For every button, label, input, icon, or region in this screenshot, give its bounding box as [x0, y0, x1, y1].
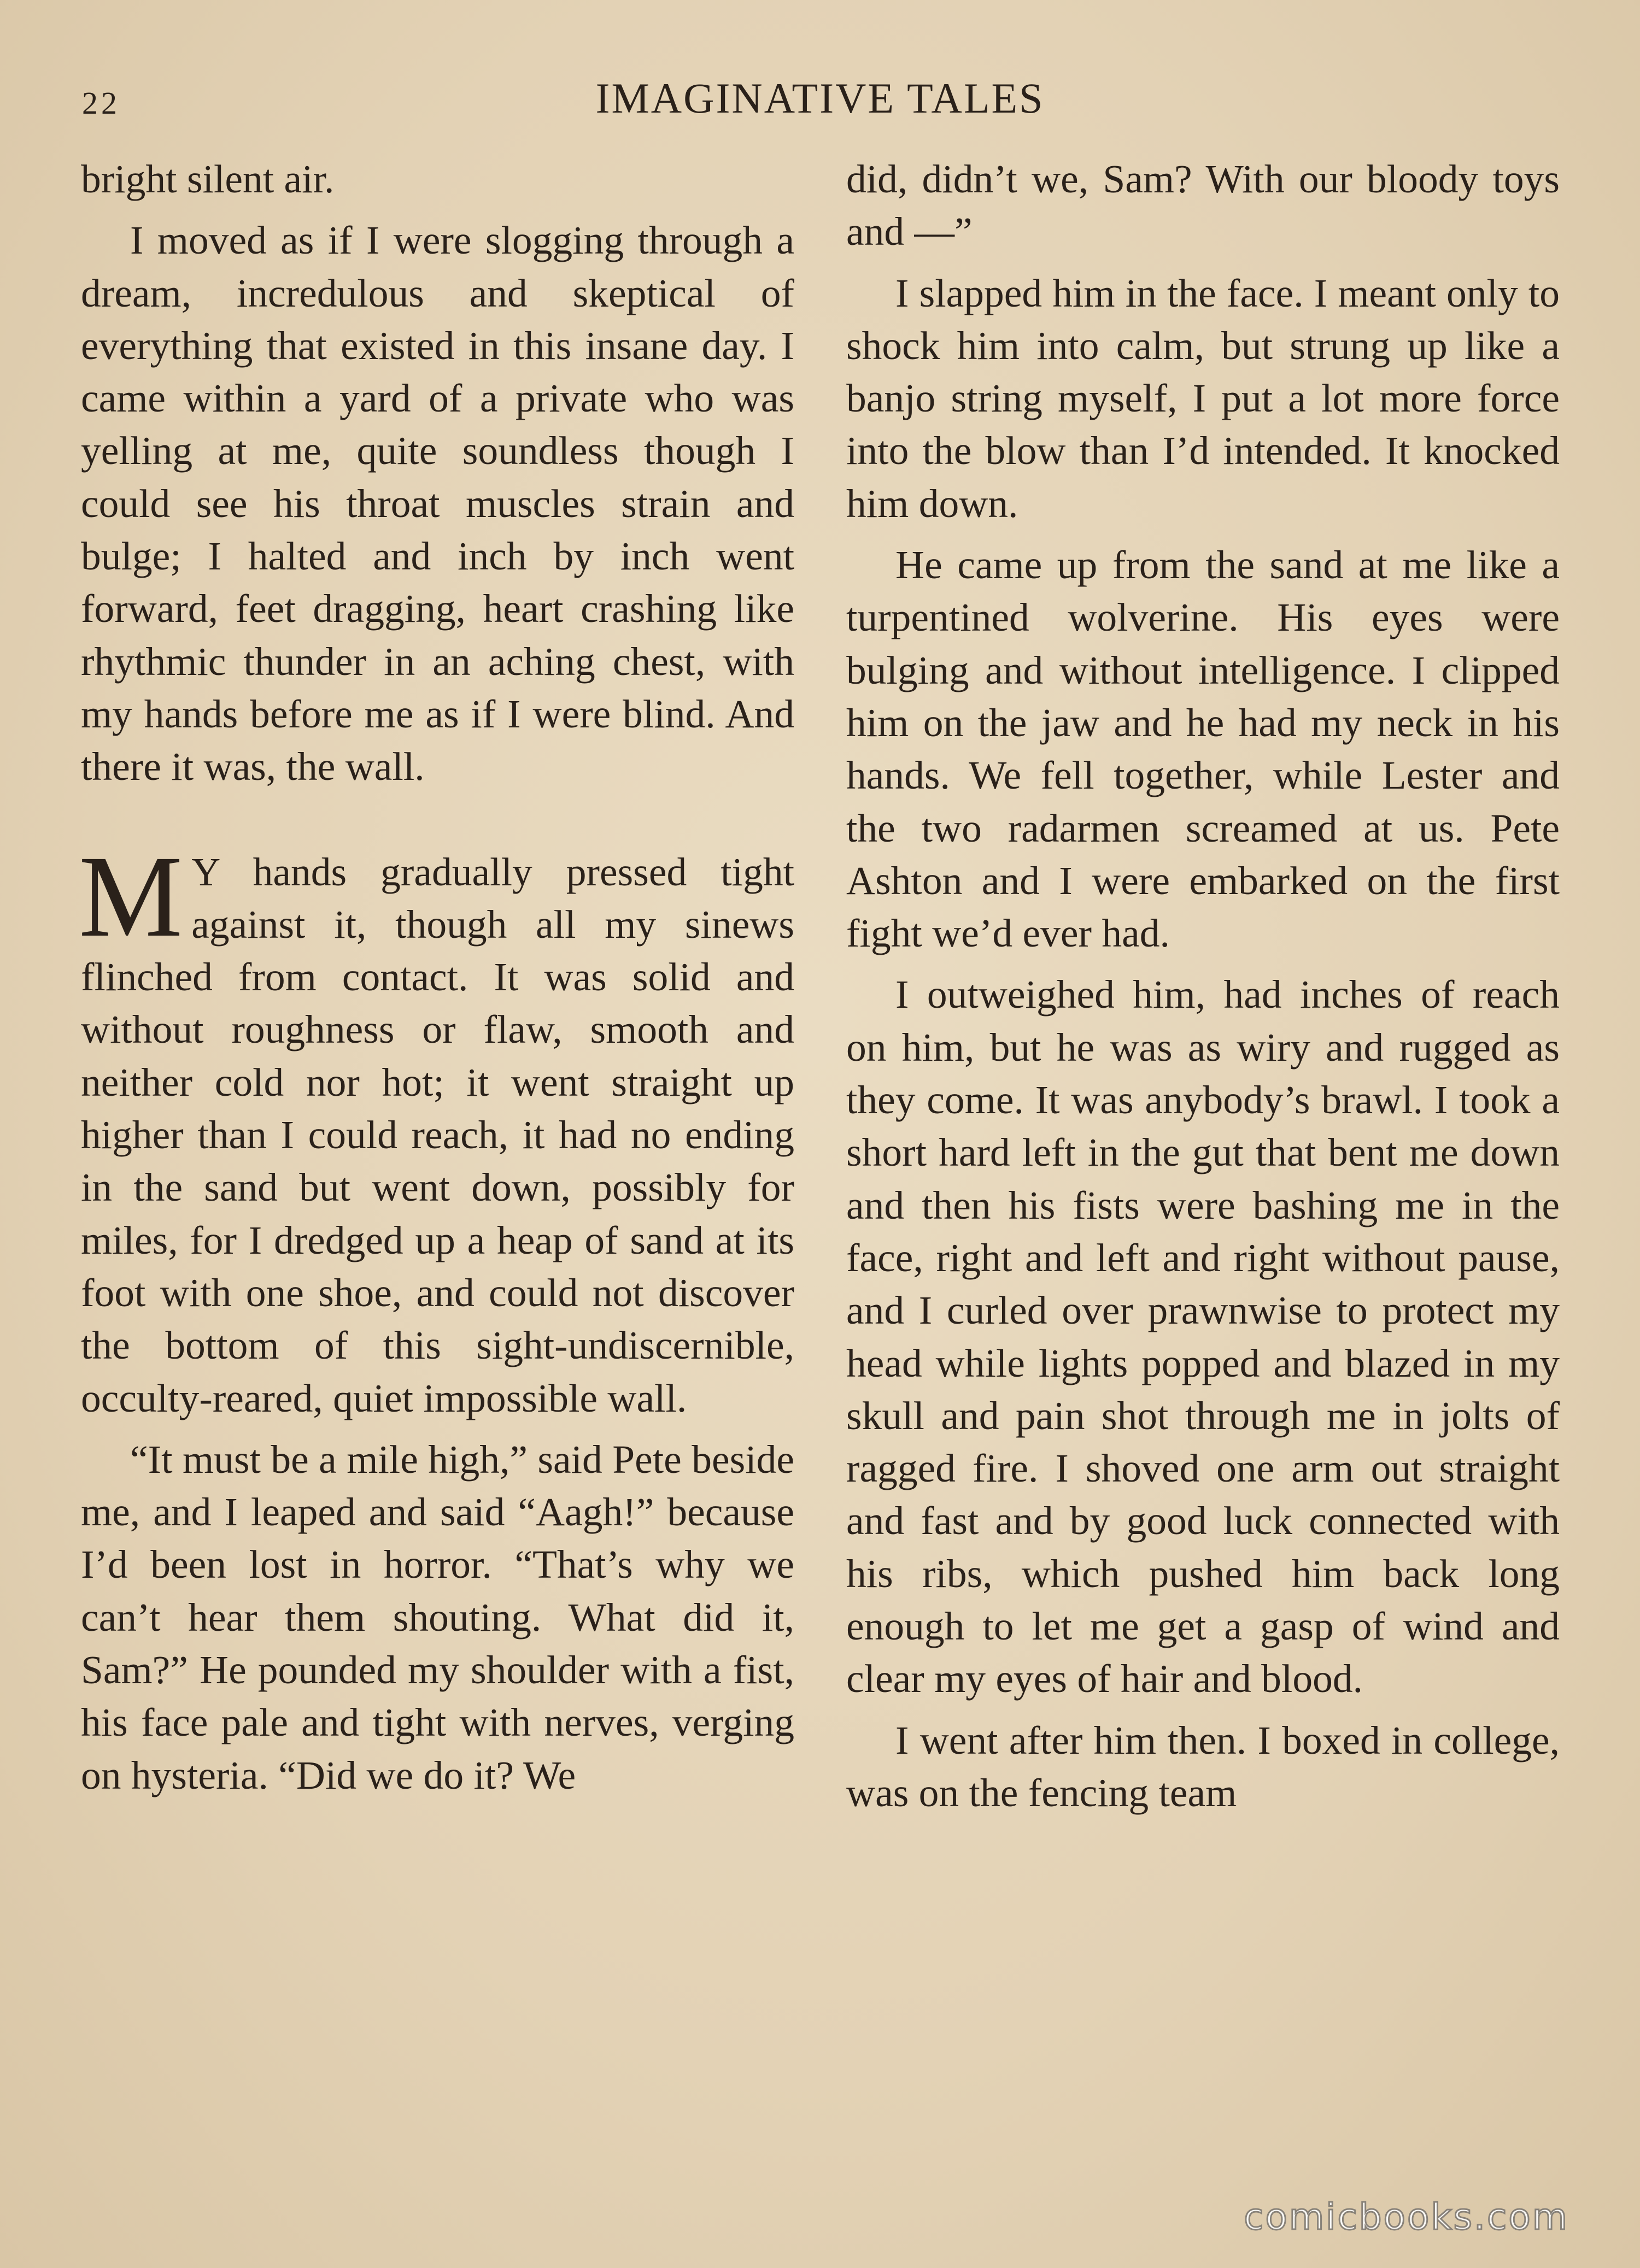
paragraph: I went after him then. I boxed in college, was on the fencing team [846, 1718, 1560, 1815]
page-header [0, 74, 1640, 128]
drop-cap: M [79, 831, 183, 961]
paragraph: bright silent air. [81, 157, 335, 201]
watermark: comicbooks.com [1244, 2196, 1569, 2238]
section-opening-paragraph [79, 831, 794, 1425]
right-column [846, 153, 1560, 1819]
paragraph: I slapped him in the face. I meant only to shock him into calm, but strung up like a banjo string myself, I put a lot more force into the blow than I’d intended. It knocked him down. [846, 271, 1560, 526]
paragraph-text: Y hands gradually pressed tight against it, though all my sinews flinched from contact. It was solid and without roughness or flaw, smooth and neither cold nor hot; it went straight up higher than I could reach, it had no ending in the sand but went down, possibly for miles, for I dredged up a heap of sand at its foot with one shoe, and could not discover the bottom of this sight-undiscernible, occulty-reared, quiet impossible wall. [81, 849, 794, 1420]
page-number: 22 [82, 85, 120, 121]
paragraph: I outweighed him, had inches of reach on him, but he was as wiry and rugged as they come. It was anybody’s brawl. I took a short hard left in the gut that bent me down and then his fists were bashing me in the face, right and left and right without pause, and I curled over prawnwise to protect my head while lights popped and blazed in my skull and pain shot through me in jolts of ragged fire. I shoved one arm out straight and fast and by good luck connected with his ribs, which pushed him back long enough to let me get a gasp of wind and clear my eyes of hair and blood. [846, 972, 1560, 1701]
running-title: IMAGINATIVE TALES [595, 74, 1045, 122]
paragraph: I moved as if I were slogging through a dream, incredulous and skeptical of everything that existed in this insane day. I came within a yard of a private who was yelling at me, quite soundless though I could see his throat muscles strain and bulge; I halted and inch by inch went forward, feet dragging, heart crashing like rhythmic thunder in an aching chest, with my hands before me as if I were blind. And there it was, the wall. [81, 218, 794, 789]
paragraph: “It must be a mile high,” said Pete beside me, and I leaped and said “Aagh!” because I’d been lost in horror. “That’s why we can’t hear them shouting. What did it, Sam?” He pounded my shoulder with a fist, his face pale and tight with nerves, verging on hysteria. “Did we do it? We [81, 1437, 794, 1797]
paragraph: He came up from the sand at me like a turpentined wolverine. His eyes were bulging and without intelligence. I clipped him on the jaw and he had my neck in his hands. We fell together, while Lester and the two radarmen screamed at us. Pete Ashton and I were embarked on the first fight we’d ever had. [846, 543, 1560, 956]
paragraph: did, didn’t we, Sam? With our bloody toys and —” [846, 157, 1560, 254]
left-column [81, 153, 794, 1802]
